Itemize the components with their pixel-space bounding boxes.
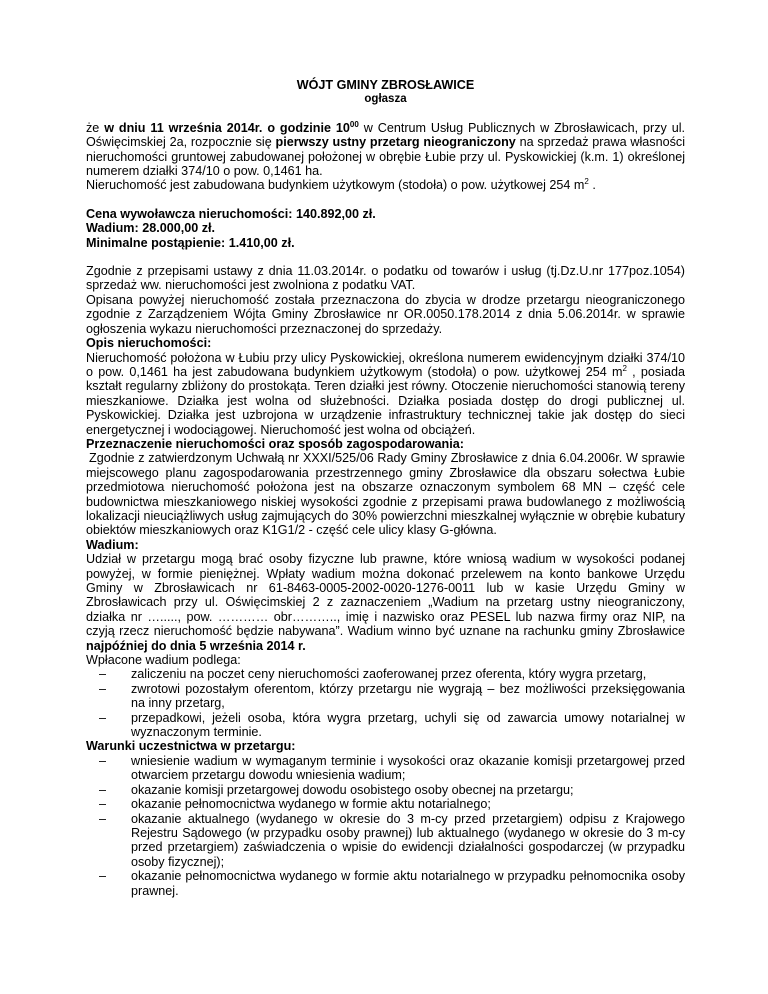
property-description: [86, 351, 685, 437]
list-item: – okazanie pełnomocnictwa wydanego w formie aktu notarialnego w przypadku pełnomocnika osoby prawnej.: [131, 869, 685, 898]
auction-date: w dniu 11 września 2014r. o godzinie 10: [104, 120, 350, 135]
starting-price: Cena wywoławcza nieruchomości: 140.892,00 zł.: [86, 206, 376, 221]
document-subtitle: ogłasza: [364, 93, 407, 106]
deposit-deadline: najpóźniej do dnia 5 września 2014 r.: [86, 638, 306, 653]
auction-hour-sup: 00: [349, 119, 359, 129]
property-description-a: Nieruchomość położona w Łubiu przy ulicy Pyskowickiej, określona numerem ewidencyjnym działki 374/10 o pow. 0,1461 ha jest zabudowana budynkiem użytkowym (stodoła) o pow. użytkowej 254 m: [86, 350, 685, 379]
vat-paragraph: Zgodnie z przepisami ustawy z dnia 11.03.2014r. o podatku od towarów i usług (tj.Dz.U.nr 177poz.1054) sprzedaż ww. nieruchomości jest zwolniona z podatku VAT.: [86, 264, 685, 293]
document-title: WÓJT GMINY ZBROSŁAWICE: [296, 78, 475, 92]
purpose-heading: Przeznaczenie nieruchomości oraz sposób zagospodarowania:: [86, 436, 464, 451]
property-description-heading: Opis nieruchomości:: [86, 336, 212, 351]
designation-paragraph: Opisana powyżej nieruchomość została przeznaczona do zbycia w drodze przetargu nieograniczonego zgodnie z Zarządzeniem Wójta Gminy Zbrosławice nr OR.0050.178.2014 z dnia 5.06.2014r. w sprawie ogłoszenia wykazu nieruchomości przeznaczonej do sprzedaży.: [86, 292, 685, 336]
deposit-list: [86, 667, 685, 739]
intro-text-a: że: [86, 120, 100, 135]
list-item: – wniesienie wadium w wymaganym terminie i wysokości oraz okazanie komisji przetargowej przed otwarciem przetargu dowodu wniesienia wadium;: [131, 754, 685, 783]
building-end: .: [588, 178, 596, 193]
list-item: – zwrotowi pozostałym oferentom, którzy przetargu nie wygrają – bez możliwości przeksięgowania na inny przetarg,: [131, 682, 685, 711]
participation-conditions-heading: Warunki uczestnictwa w przetargu:: [86, 739, 296, 754]
deposit-heading: Wadium:: [86, 537, 139, 552]
deposit-text: Udział w przetargu mogą brać osoby fizyczne lub prawne, które wniosą wadium w wysokości podanej powyżej, w formie pieniężnej. Wpłaty wadium można dokonać przelewem na konto bankowe Urzędu Gminy w Zbrosławicach nr 61-8463-0005-2002-0020-1276-0011 lub w kasie Urzędu Gminy w Zbrosławicach przy ul. Oświęcimskiej 2 z zaznaczeniem „Wadium na przetarg ustny nieograniczony, działka nr …....., pow. ………… obr……….., imię i nazwisko oraz PESEL lub nazwa firmy oraz NIP, na czyją rzecz nieruchomość będzie nabywana”. Wadium winno być uznane na rachunku gminy Zbrosławice: [86, 552, 685, 639]
minimum-increment: Minimalne postąpienie: 1.410,00 zł.: [86, 235, 295, 250]
list-item: – okazanie pełnomocnictwa wydanego w formie aktu notarialnego;: [131, 797, 685, 811]
building-sup: 2: [584, 177, 589, 187]
list-item: – przepadkowi, jeżeli osoba, która wygra przetarg, uchyli się od zawarcia umowy notarialnej w wyznaczonym terminie.: [131, 711, 685, 740]
intro-text-b: w Centrum Usług Publicznych w Zbrosławicach, przy ul. Oświęcimskiej 2a, rozpocznie się: [86, 120, 686, 150]
intro-text-c: na sprzedaż prawa własności nieruchomości gruntowej zabudowanej położonej w obrębie Łubie przy ul. Pyskowickiej (k.m. 1) określonej numerem działki 374/10 o pow. 0,1461 ha.: [86, 135, 686, 179]
intro-paragraph: [86, 121, 685, 179]
auction-type: pierwszy ustny przetarg nieograniczony: [275, 135, 516, 150]
property-description-sup: 2: [622, 363, 627, 373]
list-item: – okazanie komisji przetargowej dowodu osobistego osoby obecnej na przetargu;: [131, 783, 685, 797]
list-item: – okazanie aktualnego (wydanego w okresie do 3 m-cy przed przetargiem) odpisu z Krajowego Rejestru Sądowego (w przypadku osoby prawnej) lub aktualnego (wydanego w okresie do 3 m-cy przed przetargiem) zaświadczenia o wpisie do ewidencji działalności gospodarczej (w przypadku osoby fizycznej);: [131, 812, 685, 870]
list-item: – zaliczeniu na poczet ceny nieruchomości zaoferowanej przez oferenta, który wygra przetarg,: [131, 667, 685, 681]
participation-conditions-list: [86, 754, 685, 898]
deposit-paragraph: [86, 552, 685, 653]
deposit-amount: Wadium: 28.000,00 zł.: [86, 221, 216, 236]
property-description-b: , posiada kształt regularny zbliżony do prostokąta. Teren działki jest równy. Otoczenie nieruchomości stanowią tereny mieszkaniowe. Działka jest wolna od służebności. Działka posiada dostęp do drogi publicznej ul. Pyskowickiej. Działka jest uzbrojona w urządzenie infrastruktury technicznej takie jak dostęp do sieci energetycznej i wodociągowej. Nieruchomość jest wolna od obciążeń.: [86, 364, 685, 437]
announcement-document: [86, 78, 685, 898]
building-paragraph: [86, 178, 685, 192]
building-text: Nieruchomość jest zabudowana budynkiem użytkowym (stodoła) o pow. użytkowej 254 m: [86, 178, 585, 193]
purpose-paragraph: Zgodnie z zatwierdzonym Uchwałą nr XXXI/525/06 Rady Gminy Zbrosławice z dnia 6.04.2006r. W sprawie miejscowego planu zagospodarowania przestrzennego gminy Zbrosławice dla obszaru sołectwa Łubie przedmiotowa nieruchomość położona jest na obszarze oznaczonym symbolem 68 MN – część cele budownictwa mieszkaniowego niskiej wysokości zgodnie z przepisami prawa budowlanego z możliwością lokalizacji nieuciążliwych usług zajmujących do 30% powierzchni mieszkalnej wyłącznie w obrębie kubatury obiektów mieszkaniowych oraz K1G1/2 - część cele ulicy klasy G-główna.: [86, 451, 685, 538]
deposit-subject-intro: Wpłacone wadium podlega:: [86, 653, 241, 668]
